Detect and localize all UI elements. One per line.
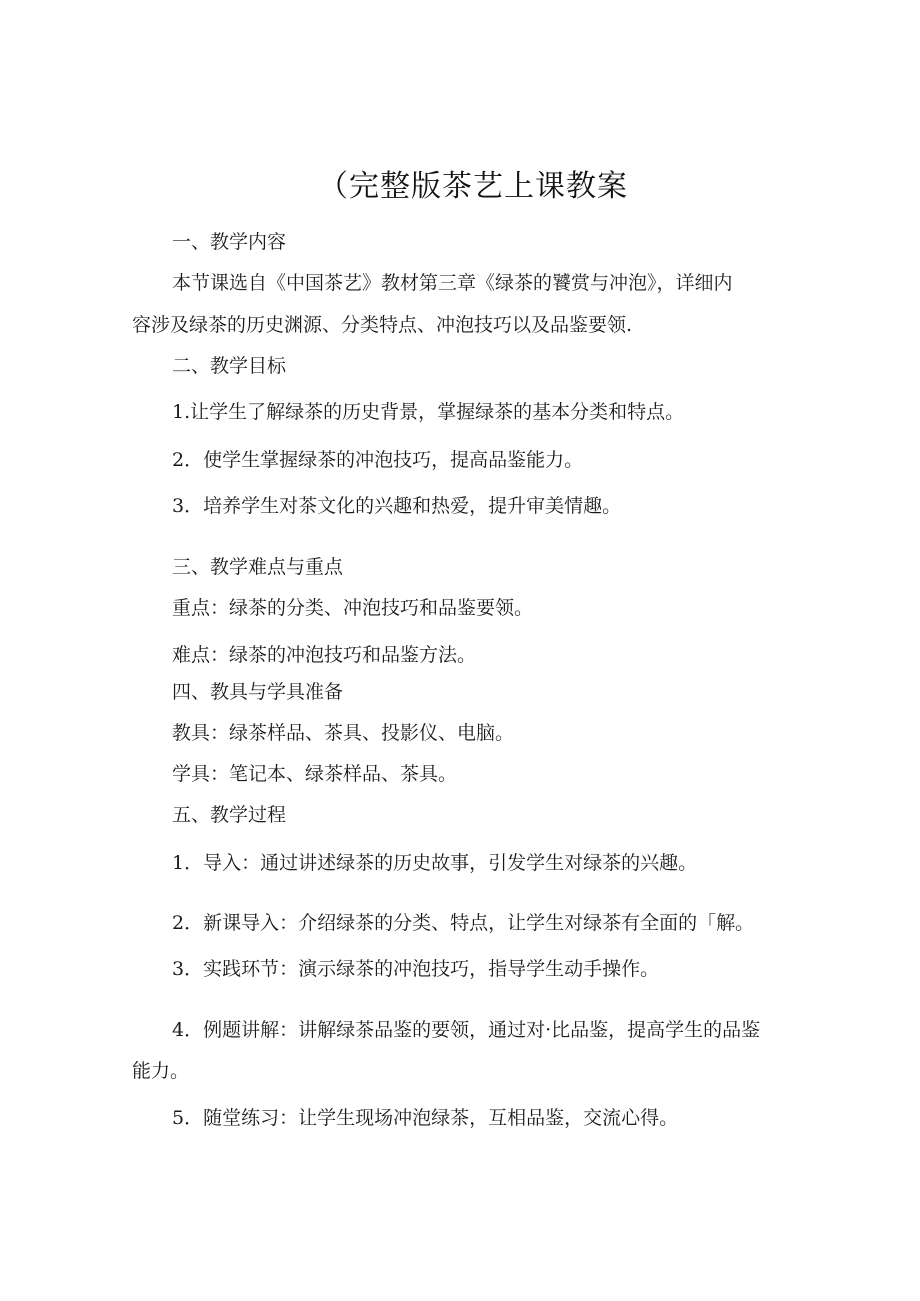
section-heading-process: 五、教学过程 <box>172 804 287 826</box>
paragraph-line: 学具：笔记本、绿茶样品、茶具。 <box>172 763 458 785</box>
document-title: （完整版茶艺上课教案 <box>318 169 628 204</box>
section-heading-content: 一、教学内容 <box>172 231 287 253</box>
section-heading-objectives: 二、教学目标 <box>172 355 287 377</box>
paragraph-line: 教具：绿茶样品、茶具、投影仪、电脑。 <box>172 722 515 744</box>
section-heading-key-points: 三、教学难点与重点 <box>172 556 344 578</box>
list-item: 4．例题讲解：讲解绿茶品鉴的要领，通过对·比品鉴，提高学生的品鉴 <box>172 1019 761 1041</box>
list-item: 1．导入：通过讲述绿茶的历史故事，引发学生对绿茶的兴趣。 <box>172 852 698 874</box>
paragraph-line: 容涉及绿茶的历史渊源、分类特点、冲泡技巧以及品鉴要领. <box>132 314 633 336</box>
section-heading-materials: 四、教具与学具准备 <box>172 681 344 703</box>
list-item: 3．实践环节：演示绿茶的冲泡技巧，指导学生动手操作。 <box>172 958 660 980</box>
paragraph-line: 重点：绿茶的分类、冲泡技巧和品鉴要领。 <box>172 597 534 619</box>
list-item-continuation: 能力。 <box>132 1060 190 1082</box>
list-item: 2．新课导入：介绍绿茶的分类、特点，让学生对绿茶有全面的「解。 <box>172 912 755 934</box>
list-item: 5．随堂练习：让学生现场冲泡绿茶，互相品鉴，交流心得。 <box>172 1107 679 1129</box>
list-item: 2．使学生掌握绿茶的冲泡技巧，提高品鉴能力。 <box>172 449 584 471</box>
list-item: 3．培养学生对茶文化的兴趣和热爱，提升审美情趣。 <box>172 495 622 517</box>
paragraph-line: 本节课选自《中国茶艺》教材第三章《绿茶的饕赏与冲泡》，详细内 <box>172 272 733 294</box>
list-item: 1.让学生了解绿茶的历史背景，掌握绿茶的基本分类和特点。 <box>172 401 685 423</box>
paragraph-line: 难点：绿茶的冲泡技巧和品鉴方法。 <box>172 644 477 666</box>
